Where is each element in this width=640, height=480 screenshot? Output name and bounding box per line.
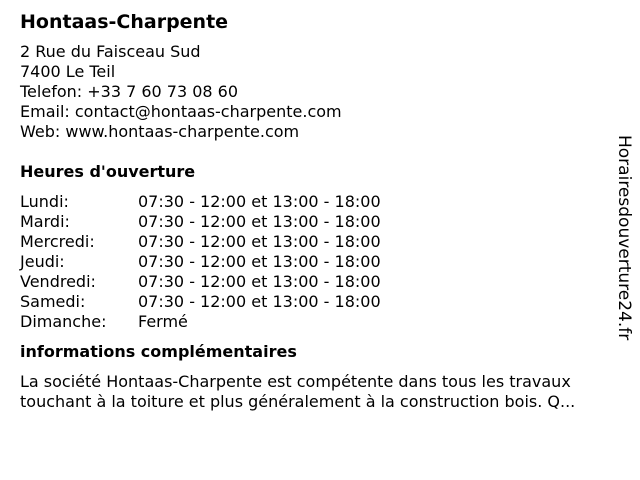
day-hours: 07:30 - 12:00 et 13:00 - 18:00	[138, 192, 381, 211]
day-label: Vendredi:	[20, 272, 96, 291]
day-label: Jeudi:	[20, 252, 65, 271]
day-label: Lundi:	[20, 192, 69, 211]
address-city: 7400 Le Teil	[20, 62, 116, 81]
business-card	[20, 10, 620, 412]
info-description: La société Hontaas-Charpente est compétente dans tous les travaux touchant à la toiture et plus généralement à la construction bois. Q...	[20, 372, 576, 411]
day-label: Mercredi:	[20, 232, 95, 251]
day-label: Dimanche:	[20, 312, 107, 331]
phone-number[interactable]: Telefon: +33 7 60 73 08 60	[20, 82, 239, 101]
day-hours: 07:30 - 12:00 et 13:00 - 18:00	[138, 292, 381, 311]
day-hours: 07:30 - 12:00 et 13:00 - 18:00	[138, 252, 381, 271]
hours-row-wednesday	[20, 232, 620, 252]
day-hours: 07:30 - 12:00 et 13:00 - 18:00	[138, 232, 381, 251]
day-hours: 07:30 - 12:00 et 13:00 - 18:00	[138, 212, 381, 231]
info-title: informations complémentaires	[20, 342, 297, 361]
hours-row-saturday	[20, 292, 620, 312]
day-label: Mardi:	[20, 212, 70, 231]
day-label: Samedi:	[20, 292, 86, 311]
contact-block	[20, 42, 620, 142]
day-hours: 07:30 - 12:00 et 13:00 - 18:00	[138, 272, 381, 291]
hours-row-monday	[20, 192, 620, 212]
website-link[interactable]: Web: www.hontaas-charpente.com	[20, 122, 300, 141]
email-address[interactable]: Email: contact@hontaas-charpente.com	[20, 102, 342, 121]
hours-title: Heures d'ouverture	[20, 162, 196, 181]
hours-list	[20, 192, 620, 332]
hours-row-sunday	[20, 312, 620, 332]
hours-row-thursday	[20, 252, 620, 272]
hours-row-friday	[20, 272, 620, 292]
site-watermark: Horairesdouverture24.fr	[614, 135, 634, 341]
company-name: Hontaas-Charpente	[20, 11, 229, 33]
hours-row-tuesday	[20, 212, 620, 232]
address-street: 2 Rue du Faisceau Sud	[20, 42, 201, 61]
day-hours: Fermé	[138, 312, 188, 331]
